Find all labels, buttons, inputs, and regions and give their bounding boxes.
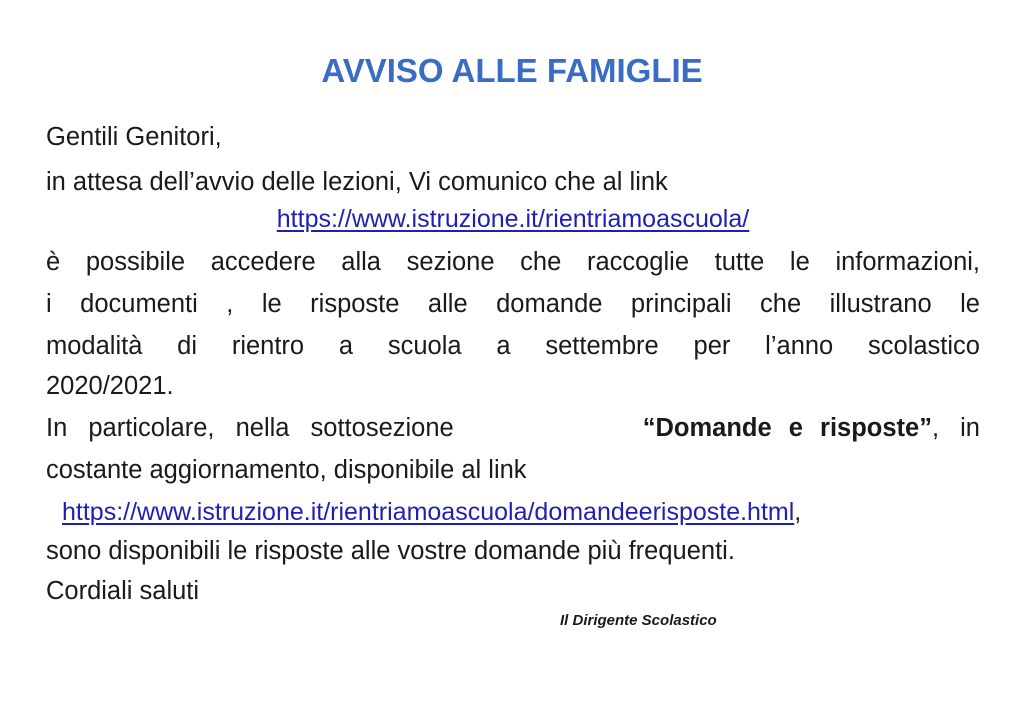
paragraph-line: sono disponibili le risposte alle vostre domande più frequenti. bbox=[46, 537, 735, 565]
paragraph-line: costante aggiornamento, disponibile al link bbox=[46, 456, 527, 484]
paragraph-text: In particolare, nella sottosezione bbox=[46, 414, 454, 442]
signature: Il Dirigente Scolastico bbox=[560, 612, 717, 629]
domandeerisposte-link[interactable]: https://www.istruzione.it/rientriamoascuola/domandeerisposte.html bbox=[62, 498, 795, 526]
page-title: AVVISO ALLE FAMIGLIE bbox=[321, 52, 703, 89]
rientriamoascuola-link[interactable]: https://www.istruzione.it/rientriamoascuola/ bbox=[276, 205, 750, 233]
paragraph-line bbox=[46, 411, 980, 445]
greeting: Gentili Genitori, bbox=[46, 123, 222, 151]
link1-line bbox=[46, 202, 980, 236]
domande-e-risposte-highlight: “Domande e risposte” bbox=[642, 414, 932, 442]
paragraph-line: modalità di rientro a scuola a settembre per l’anno scolastico bbox=[46, 332, 980, 360]
paragraph-line: è possibile accedere alla sezione che raccoglie tutte le informazioni, bbox=[46, 248, 980, 276]
link2-line bbox=[62, 495, 996, 529]
paragraph-line: 2020/2021. bbox=[46, 372, 174, 400]
paragraph-text: , in bbox=[931, 414, 980, 442]
link2-suffix: , bbox=[794, 498, 802, 526]
intro-text: in attesa dell’avvio delle lezioni, Vi comunico che al link bbox=[46, 168, 668, 196]
paragraph-line: i documenti , le risposte alle domande principali che illustrano le bbox=[46, 290, 980, 318]
paragraph-text-group bbox=[643, 411, 980, 445]
closing-text: Cordiali saluti bbox=[46, 577, 200, 605]
